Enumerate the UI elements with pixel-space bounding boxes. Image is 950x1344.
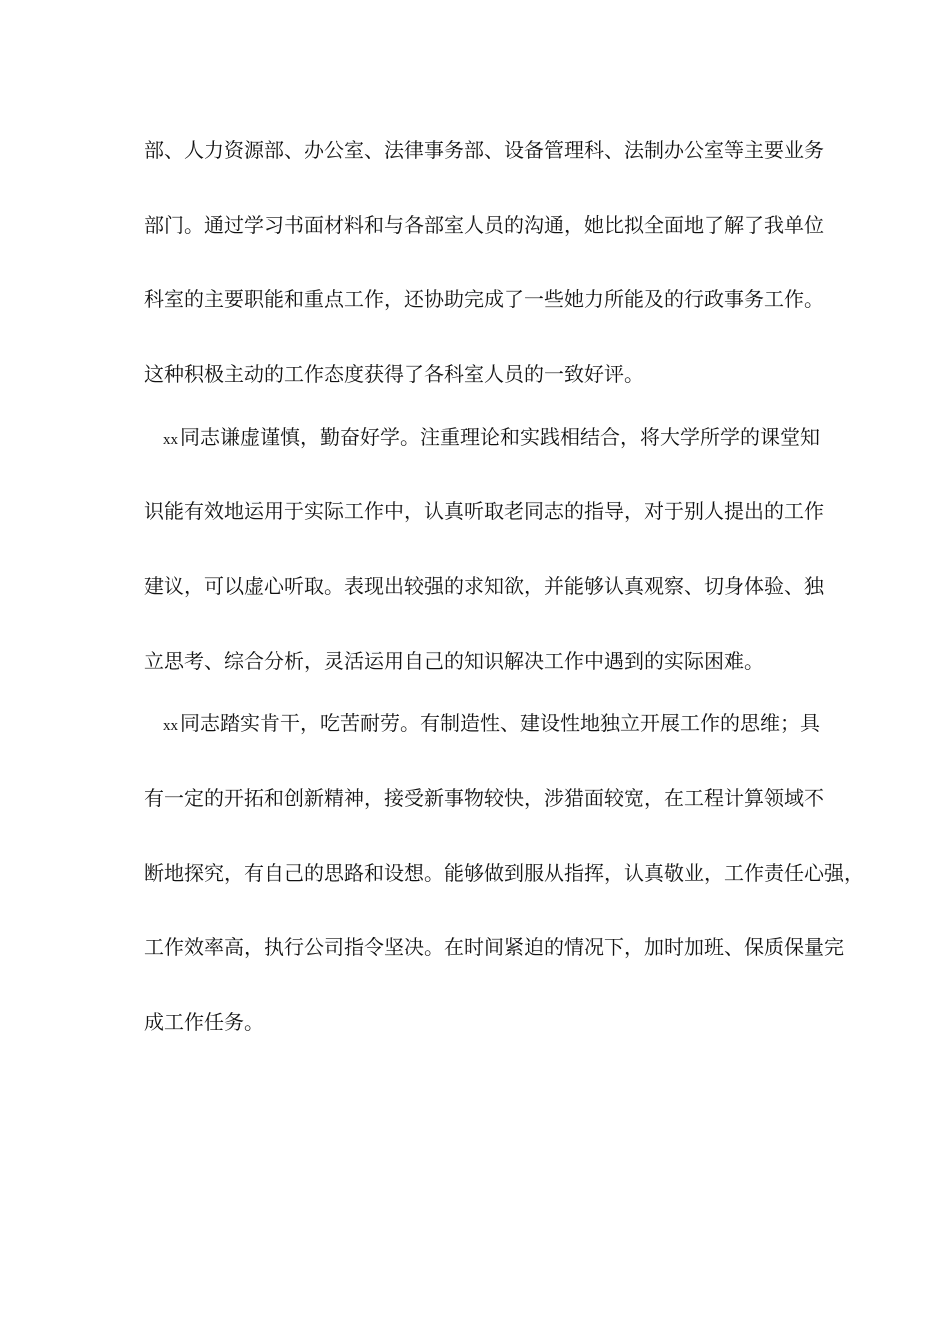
text-line: 同志踏实肯干，吃苦耐劳。有制造性、建设性地独立开展工作的思维；具 — [180, 711, 820, 735]
paragraph-first-line — [163, 710, 820, 739]
text-line: 部门。通过学习书面材料和与各部室人员的沟通，她比拟全面地了解了我单位 — [144, 213, 824, 237]
text-line: 建议，可以虚心听取。表现出较强的求知欲，并能够认真观察、切身体验、独 — [144, 574, 824, 598]
text-line: 这种积极主动的工作态度获得了各科室人员的一致好评。 — [144, 362, 644, 386]
name-placeholder: xx — [163, 432, 178, 448]
text-line: 工作效率高，执行公司指令坚决。在时间紧迫的情况下，加时加班、保质保量完 — [144, 935, 844, 959]
text-line: 同志谦虚谨慎，勤奋好学。注重理论和实践相结合，将大学所学的课堂知 — [180, 425, 820, 449]
text-line: 成工作任务。 — [144, 1010, 264, 1034]
text-line: 断地探究，有自己的思路和设想。能够做到服从指挥，认真敬业，工作责任心强， — [144, 861, 864, 885]
text-line: 识能有效地运用于实际工作中，认真听取老同志的指导，对于别人提出的工作 — [144, 499, 824, 523]
text-line: 立思考、综合分析，灵活运用自己的知识解决工作中遇到的实际困难。 — [144, 649, 764, 673]
text-line: 科室的主要职能和重点工作，还协助完成了一些她力所能及的行政事务工作。 — [144, 287, 824, 311]
paragraph-first-line — [163, 424, 820, 453]
text-line: 部、人力资源部、办公室、法律事务部、设备管理科、法制办公室等主要业务 — [144, 138, 824, 162]
text-line: 有一定的开拓和创新精神，接受新事物较快，涉猎面较宽，在工程计算领域不 — [144, 786, 824, 810]
name-placeholder: xx — [163, 718, 178, 734]
